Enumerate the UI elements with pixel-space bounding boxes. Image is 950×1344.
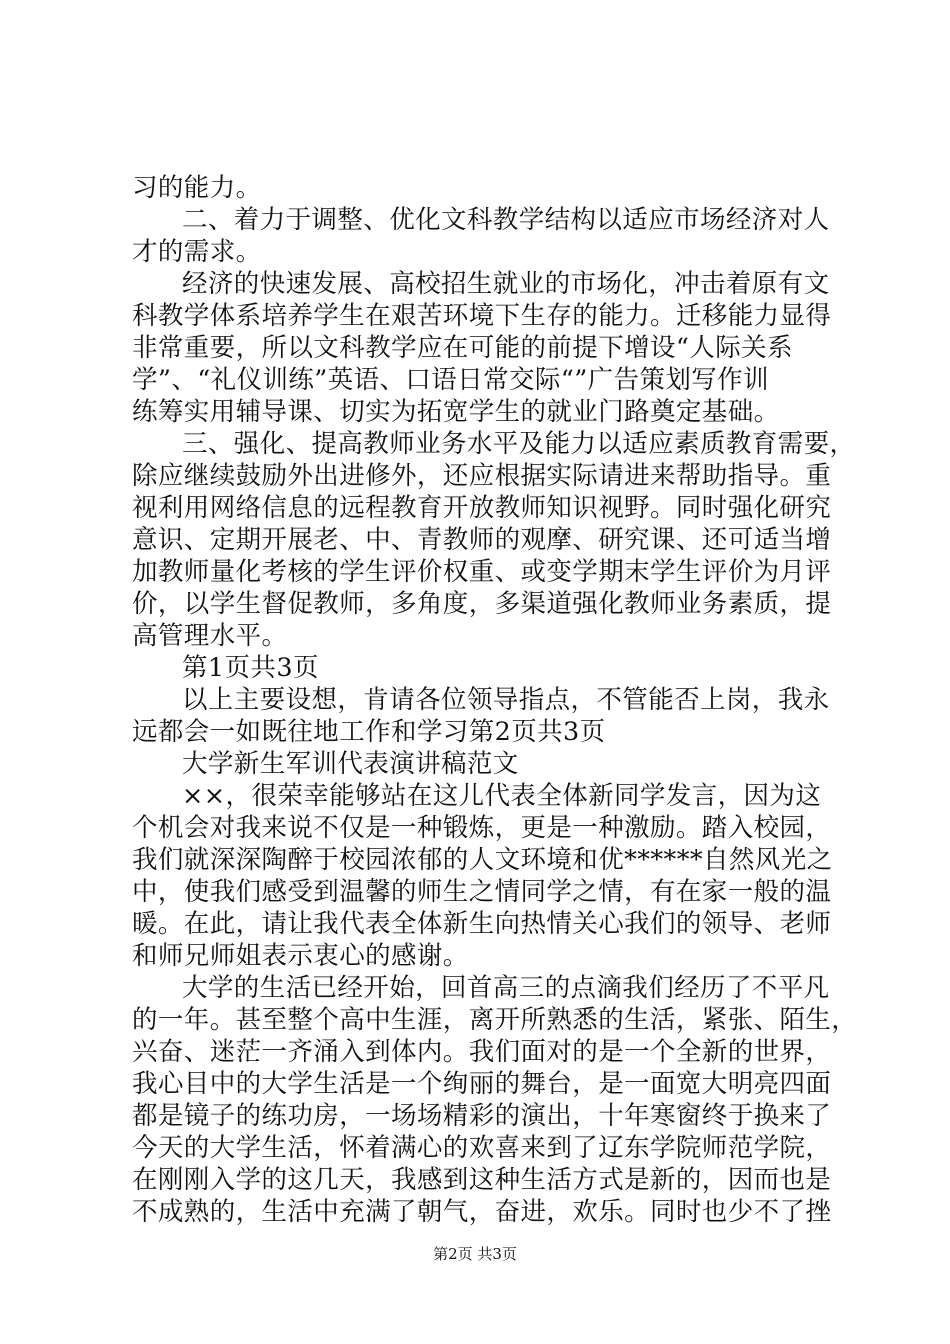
text-line: 除应继续鼓励外出进修外，还应根据实际请进来帮助指导。重	[132, 461, 832, 491]
text-line: 中，使我们感受到温馨的师生之情同学之情，有在家一般的温	[132, 877, 832, 907]
text-line: 大学新生军训代表演讲稿范文	[182, 749, 519, 779]
text-line: 我们就深深陶醉于校园浓郁的人文环境和优******自然风光之	[132, 845, 833, 875]
text-line: 才的需求。	[132, 237, 262, 267]
text-line: 学”、“礼仪训练”英语、口语日常交际“”广告策划写作训	[132, 365, 769, 395]
text-line: 不成熟的，生活中充满了朝气，奋进，欢乐。同时也少不了挫	[132, 1197, 832, 1227]
text-line: 经济的快速发展、高校招生就业的市场化，冲击着原有文	[182, 269, 830, 299]
text-line: 第1页共3页	[182, 653, 319, 683]
text-line: 非常重要，所以文科教学应在可能的前提下增设“人际关系	[132, 333, 793, 363]
text-line: 的一年。甚至整个高中生涯，离开所熟悉的生活，紧张、陌生，	[132, 1005, 858, 1035]
text-line: 视利用网络信息的远程教育开放教师知识视野。同时强化研究	[132, 493, 832, 523]
text-line: 我心目中的大学生活是一个绚丽的舞台，是一面宽大明亮四面	[132, 1069, 832, 1099]
text-line: 科教学体系培养学生在艰苦环境下生存的能力。迁移能力显得	[132, 301, 832, 331]
text-line: 兴奋、迷茫一齐涌入到体内。我们面对的是一个全新的世界，	[132, 1037, 832, 1067]
document-body	[132, 172, 858, 1228]
text-line: 都是镜子的练功房，一场场精彩的演出，十年寒窗终于换来了	[132, 1101, 832, 1131]
text-line: 远都会一如既往地工作和学习第2页共3页	[132, 717, 606, 747]
text-line: 以上主要设想，肯请各位领导指点，不管能否上岗，我永	[182, 685, 830, 715]
page-footer: 第2页 共3页	[433, 1245, 517, 1263]
text-line: 加教师量化考核的学生评价权重、或变学期末学生评价为月评	[132, 557, 832, 587]
text-line: 大学的生活已经开始，回首高三的点滴我们经历了不平凡	[182, 973, 830, 1003]
text-line: 意识、定期开展老、中、青教师的观摩、研究课、还可适当增	[132, 525, 832, 555]
text-line: 习的能力。	[132, 173, 262, 203]
text-line: ××，很荣幸能够站在这儿代表全体新同学发言，因为这	[182, 781, 822, 811]
text-line: 在刚刚入学的这几天，我感到这种生活方式是新的，因而也是	[132, 1165, 832, 1195]
text-line: 今天的大学生活，怀着满心的欢喜来到了辽东学院师范学院，	[132, 1133, 832, 1163]
text-line: 和师兄师姐表示衷心的感谢。	[132, 941, 469, 971]
text-line: 二、着力于调整、优化文科教学结构以适应市场经济对人	[182, 205, 830, 235]
text-line: 练筹实用辅导课、切实为拓宽学生的就业门路奠定基础。	[132, 397, 780, 427]
text-line: 三、强化、提高教师业务水平及能力以适应素质教育需要，	[182, 429, 856, 459]
text-line: 个机会对我来说不仅是一种锻炼，更是一种激励。踏入校园，	[132, 813, 832, 843]
text-line: 价，以学生督促教师，多角度，多渠道强化教师业务素质，提	[132, 589, 832, 619]
text-line: 高管理水平。	[132, 621, 288, 651]
text-line: 暖。在此，请让我代表全体新生向热情关心我们的领导、老师	[132, 909, 832, 939]
